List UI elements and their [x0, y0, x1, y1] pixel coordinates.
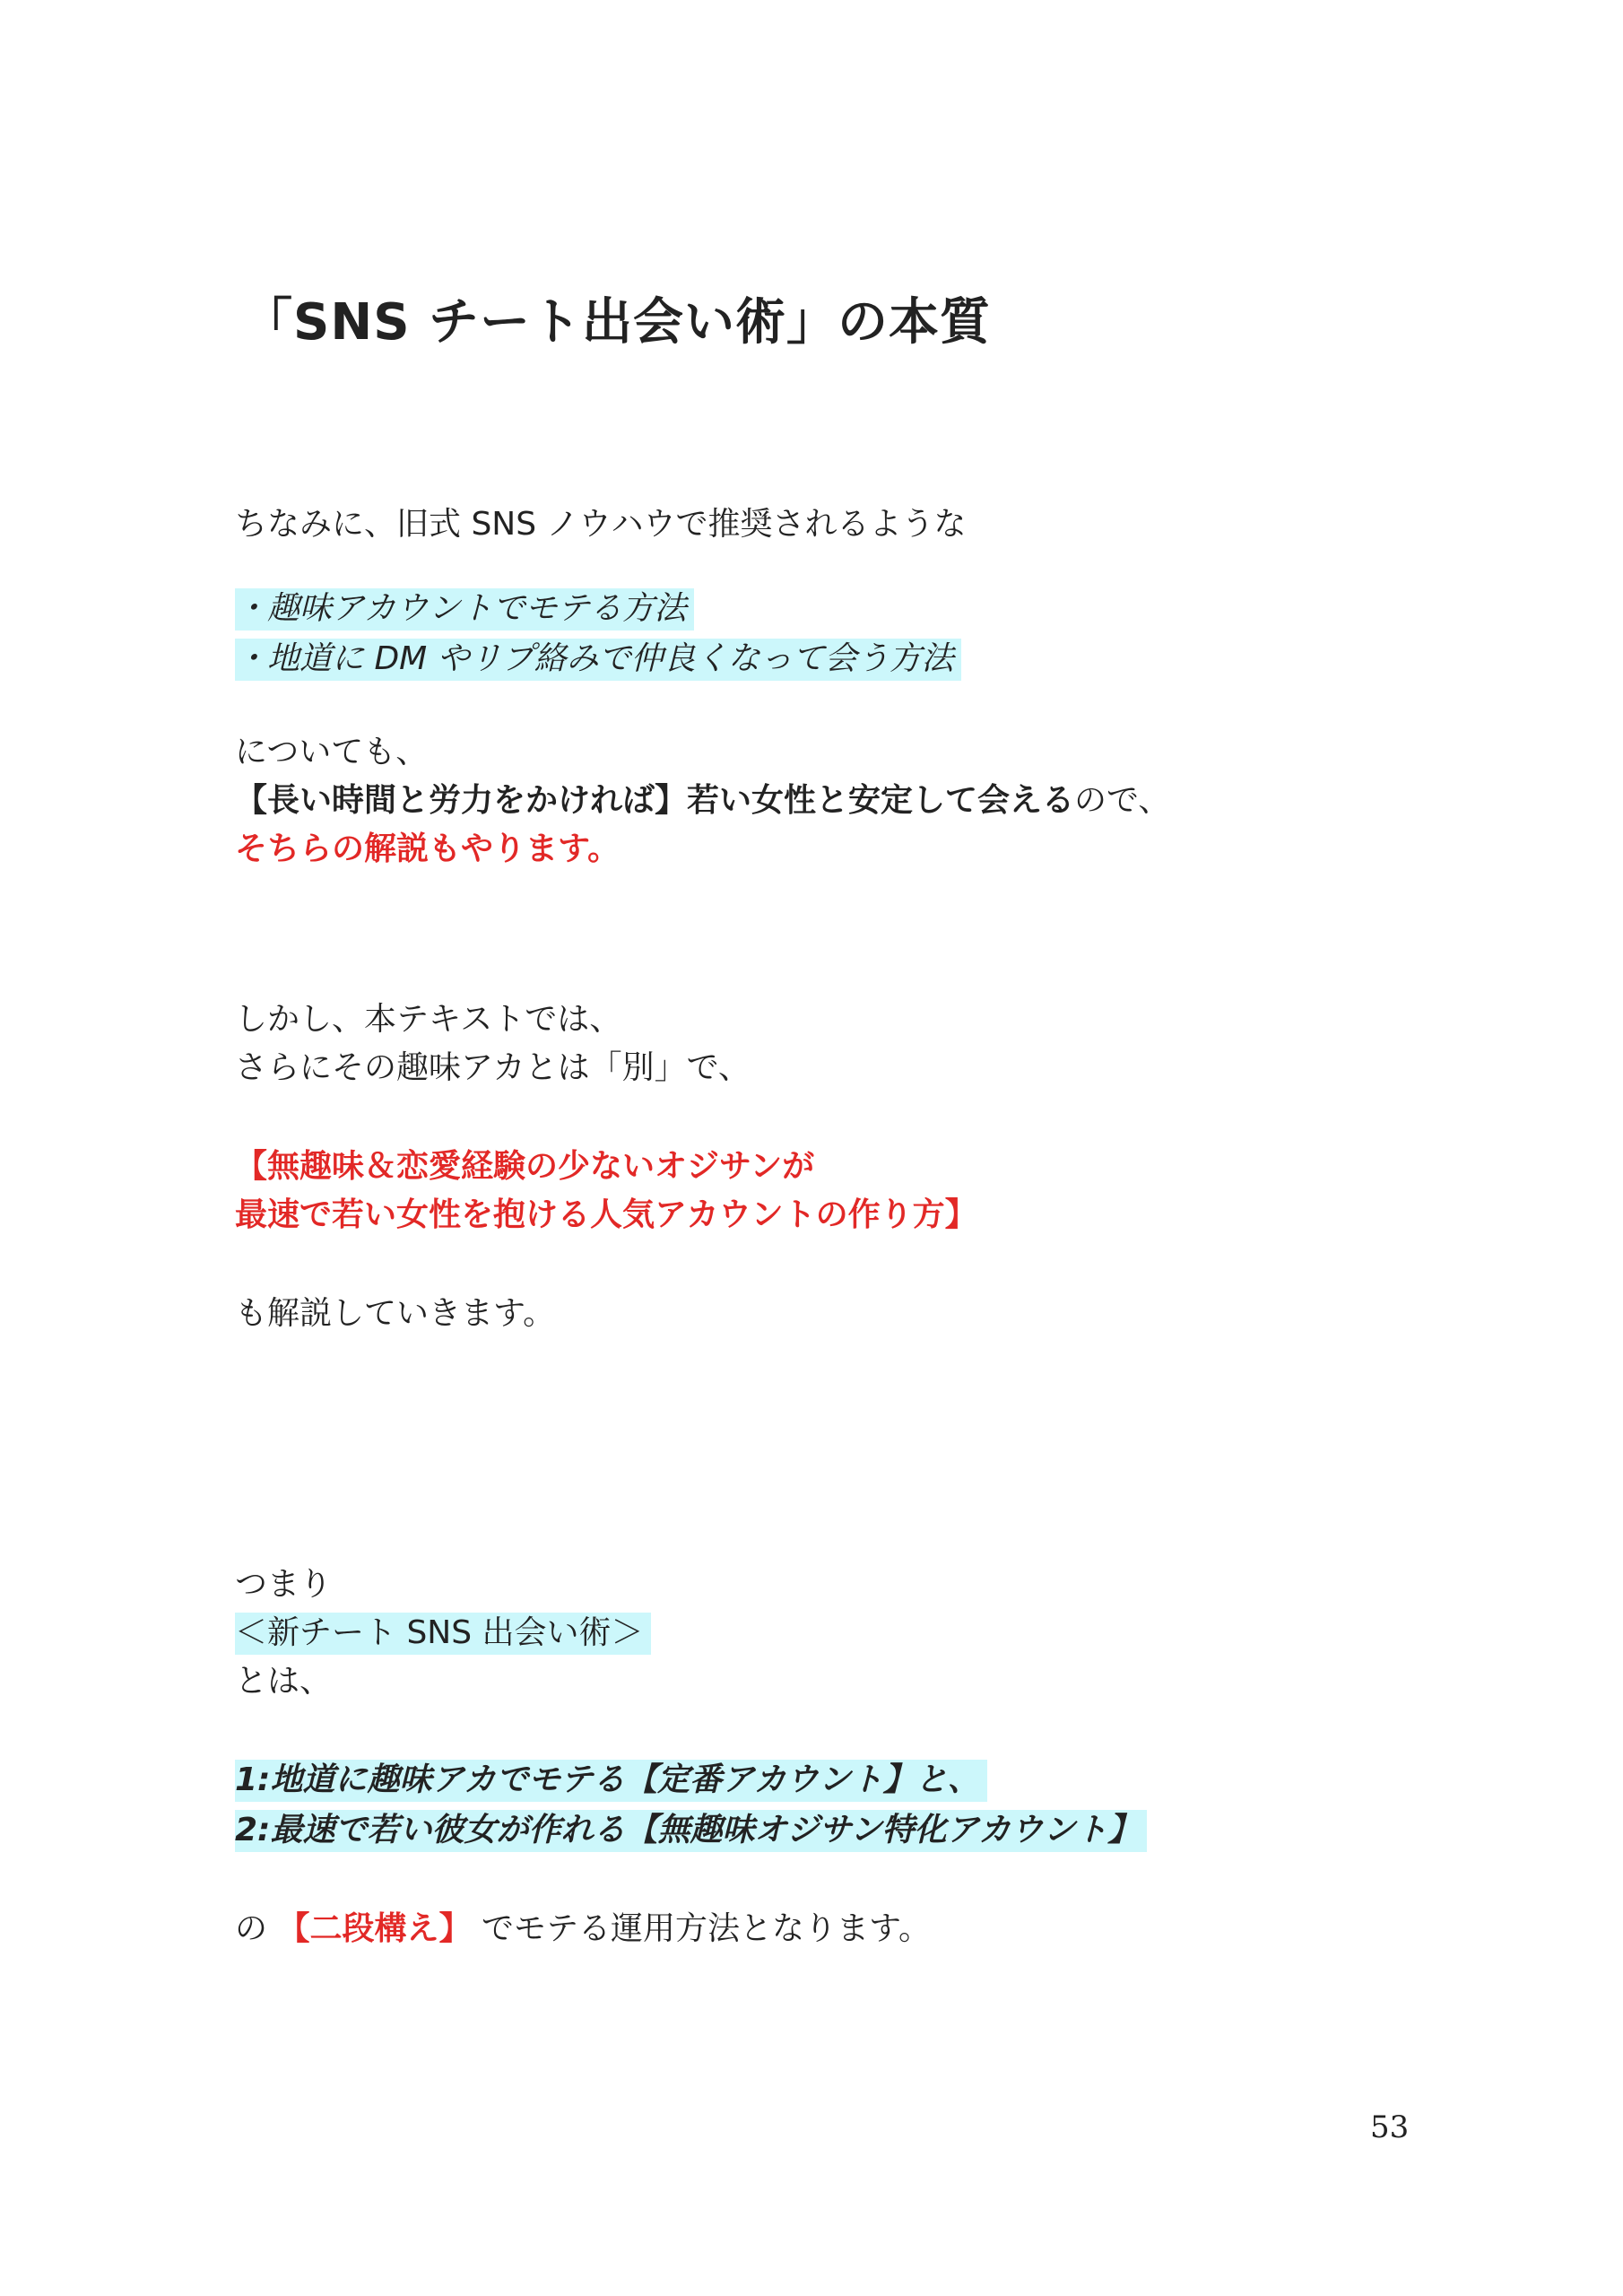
plain-text: でモテる運用方法となります。 — [481, 1910, 932, 1947]
list-highlight: 2:最速で若い彼女が作れる【無趣味オジサン特化アカウント】 — [235, 1810, 1147, 1852]
red-emphasis: 最速で若い女性を抱ける人気アカウントの作り方】 — [235, 1196, 977, 1233]
paragraph-line: つまり — [235, 1566, 333, 1603]
paragraph-line: とは、 — [235, 1663, 333, 1700]
paragraph-line: しかし、本テキストでは、 — [235, 1001, 622, 1038]
bold-emphasis: 【長い時間と労力をかければ】若い女性と安定して会える — [235, 782, 1075, 819]
bullet-item — [235, 587, 694, 631]
page-title: 「SNS チート出会い術」の本質 — [242, 293, 992, 352]
paragraph-line — [235, 1907, 931, 1952]
intro-line: ちなみに、旧式 SNS ノウハウで推奨されるような — [235, 506, 967, 543]
paragraph-line — [235, 1611, 651, 1656]
red-emphasis: そちらの解説もやります。 — [235, 831, 621, 867]
red-emphasis: 【無趣味＆恋愛経験の少ないオジサンが — [235, 1148, 815, 1185]
paragraph-line: さらにその趣味アカとは「別」で、 — [235, 1049, 751, 1086]
bullet-highlight: ・地道に DM やリプ絡みで仲良くなって会う方法 — [235, 639, 961, 681]
list-item — [235, 1758, 987, 1803]
highlight-term: ＜新チート SNS 出会い術＞ — [235, 1613, 651, 1655]
list-item — [235, 1808, 1147, 1853]
page-number: 53 — [1370, 2109, 1410, 2145]
bullet-item — [235, 637, 961, 682]
paragraph-line — [235, 778, 1170, 823]
plain-text: の — [235, 1910, 268, 1947]
paragraph-line: についても、 — [235, 734, 429, 770]
red-emphasis: 【二段構え】 — [277, 1910, 472, 1947]
paragraph-line: も解説していきます。 — [235, 1295, 556, 1332]
list-highlight: 1:地道に趣味アカでモテる【定番アカウント】と、 — [235, 1760, 987, 1802]
plain-text: ので、 — [1074, 782, 1171, 819]
bullet-highlight: ・趣味アカウントでモテる方法 — [235, 588, 694, 631]
